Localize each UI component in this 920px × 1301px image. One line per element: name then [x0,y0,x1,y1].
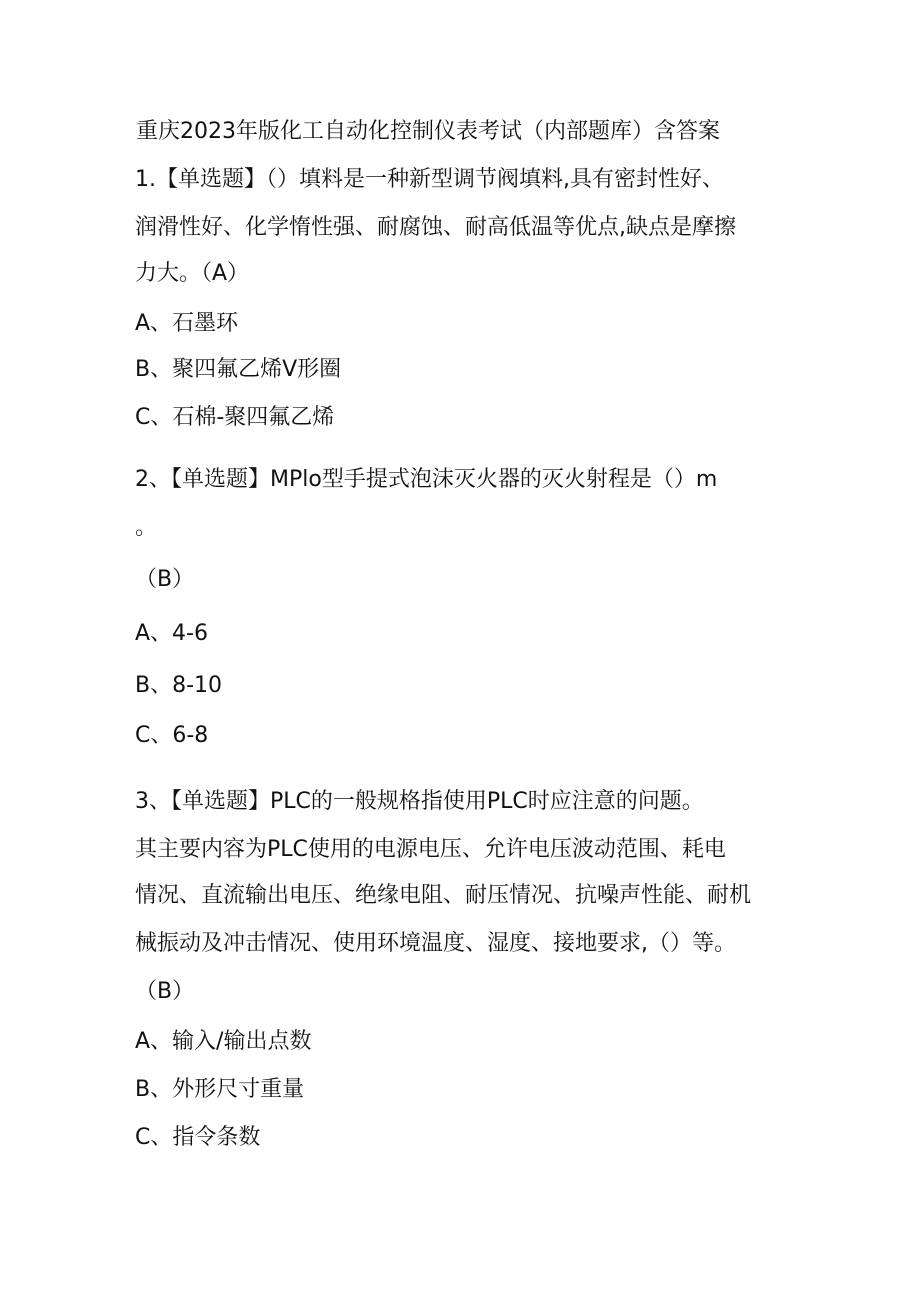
question-2-answer: （B） [135,567,195,592]
question-2-line-2: 。 [135,515,158,540]
question-1-line-2: 润滑性好、化学惰性强、耐腐蚀、耐高低温等优点,缺点是摩擦 [135,215,736,240]
question-3-line-3: 情况、直流输出电压、绝缘电阻、耐压情况、抗噪声性能、耐机 [135,883,752,908]
question-1-option-a: A、石墨环 [135,311,239,336]
question-1-option-b: B、聚四氟乙烯V形圈 [135,357,342,382]
question-2-option-c: C、6-8 [135,723,209,748]
question-3-option-a: A、输入/输出点数 [135,1029,312,1054]
question-1-line-3: 力大。（A） [135,261,250,286]
question-3-option-b: B、外形尺寸重量 [135,1077,305,1102]
question-2-option-a: A、4-6 [135,621,208,646]
question-3-line-1: 3、【单选题】PLC的一般规格指使用PLC时应注意的问题。 [135,789,704,814]
question-3-line-4: 械振动及冲击情况、使用环境温度、湿度、接地要求,（）等。 [135,931,736,956]
question-1-line-1: 1.【单选题】（）填料是一种新型调节阀填料,具有密封性好、 [135,167,724,192]
question-2-option-b: B、8-10 [135,673,223,698]
question-2-line-1: 2、【单选题】MPlo型手提式泡沫灭火器的灭火射程是（）m [135,467,718,492]
question-3-option-c: C、指令条数 [135,1125,261,1150]
question-1-option-c: C、石棉-聚四氟乙烯 [135,405,335,430]
question-3-line-2: 其主要内容为PLC使用的电源电压、允许电压波动范围、耗电 [135,837,726,862]
question-3-answer: （B） [135,979,195,1004]
document-title: 重庆2023年版化工自动化控制仪表考试（内部题库）含答案 [136,119,720,144]
